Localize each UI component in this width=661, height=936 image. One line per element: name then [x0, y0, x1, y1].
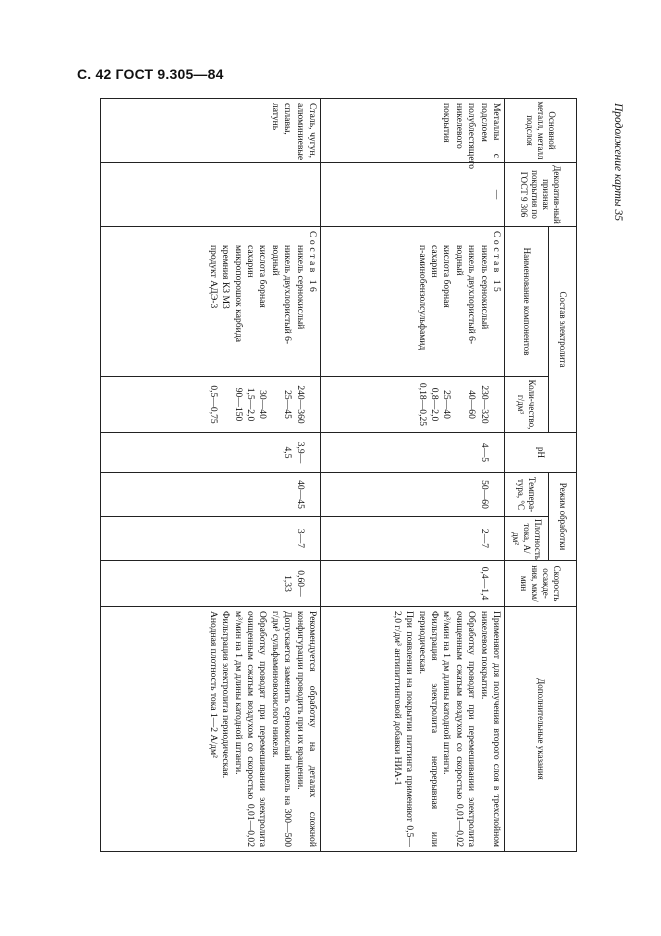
header-speed: Скорость осажде-ния, мкм/мин — [505, 561, 577, 607]
components-cell — [101, 227, 321, 377]
component-item: кислота борная — [441, 245, 453, 308]
decor-cell: — — [321, 163, 505, 227]
rotated-table-container — [100, 98, 577, 851]
base-metal-cell: Сталь, чугун, алюминиевые сплавы, латунь — [101, 99, 321, 163]
note-paragraph: Обработку проводят при перемешивании электролита очищенным сжатым воздухом со скоростью 0,01—0,02 м³/мин на 1 дм длины катодной штанги. — [441, 611, 478, 847]
density-cell — [321, 517, 505, 561]
table-row — [101, 99, 321, 852]
component-item: никель двухлористый 6-водный — [269, 245, 294, 345]
electrolyte-table — [100, 98, 577, 852]
density-value: 2—7 — [478, 528, 490, 549]
quantity-value: 30—40 — [257, 390, 269, 419]
ph-value: 4—5 — [478, 442, 490, 463]
header-mode: Режим обработки — [549, 473, 577, 561]
note-paragraph: Рекомендуется обработку на деталях сложной конфигурации проводить при их вращении. — [294, 611, 318, 847]
temp-cell — [321, 473, 505, 517]
header-notes: Дополнительные указания — [505, 607, 577, 852]
component-item: кислота борная — [257, 245, 269, 308]
note-paragraph: Применяют для получения второго слоя в трехслойном никелевом покрытии. — [478, 611, 502, 847]
header-ph: pH — [505, 433, 577, 473]
base-metal-cell: Металлы с подслоем полублестящего никелевого покрытия — [321, 99, 505, 163]
density-cell — [101, 517, 321, 561]
speed-cell — [101, 561, 321, 607]
quantities-cell — [321, 377, 505, 433]
temp-cell — [101, 473, 321, 517]
quantity-value: 240—360 — [294, 385, 306, 424]
speed-value: 0,60—1,33 — [282, 570, 306, 597]
ph-cell — [101, 433, 321, 473]
component-item: никель двухлористый 6-водный — [453, 245, 478, 345]
continuation-note: Продолжение карты 35 — [612, 103, 624, 221]
note-paragraph: Допускается заменить сернокислый никель на 300—500 г/дм³ сульфаминовокислого никеля. — [269, 611, 294, 847]
component-item: никель сернокислый — [294, 245, 306, 330]
quantity-value: 90—150 — [232, 387, 244, 422]
quantity-value: 1,5—2,0 — [244, 387, 256, 422]
speed-value: 0,4—1,4 — [478, 566, 490, 601]
header-decor: Декоратив-ный признак покрытия по ГОСТ 9 306 — [505, 163, 577, 227]
header-temp: Темпера-тура, °C — [505, 473, 549, 517]
quantity-value: 25—40 — [441, 390, 453, 419]
note-paragraph: Анодная плотность тока 1—2 А/дм² — [207, 611, 219, 758]
header-density: Плотность тока, А/дм² — [505, 517, 549, 561]
notes-cell — [101, 607, 321, 852]
composition-title: Состав 15 — [491, 231, 502, 295]
component-item: микропорошок карбида кремния КЗ М3 — [220, 245, 244, 342]
temp-value: 40—45 — [294, 480, 306, 509]
composition-title: Состав 16 — [307, 231, 318, 295]
decor-cell — [101, 163, 321, 227]
note-paragraph: Фильтрация электролита непрерывная или периодическая. — [416, 611, 440, 847]
components-cell — [321, 227, 505, 377]
note-paragraph: Фильтрация электролита периодическая. — [220, 611, 232, 779]
component-item: сахарин — [244, 245, 256, 278]
quantity-value: 0,18—0,25 — [416, 382, 428, 427]
temp-value: 50—60 — [478, 480, 490, 509]
page-header: С. 42 ГОСТ 9.305—84 — [77, 66, 224, 82]
component-item: сахарин — [428, 245, 440, 278]
header-base-metal: Основной металл, металл подслоя — [505, 99, 577, 163]
quantity-value: 0,5—0,75 — [207, 385, 219, 424]
notes-cell — [321, 607, 505, 852]
speed-cell — [321, 561, 505, 607]
quantities-cell — [101, 377, 321, 433]
header-electrolyte: Состав электролита — [549, 227, 577, 433]
density-value: 3—7 — [294, 528, 306, 549]
quantity-value: 0,8—2,0 — [428, 387, 440, 422]
ph-cell — [321, 433, 505, 473]
quantity-value: 40—60 — [466, 390, 478, 419]
component-item: никель сернокислый — [478, 245, 490, 330]
component-item: продукт АДЭ-3 — [207, 245, 219, 309]
table-row — [321, 99, 505, 852]
component-item: п-аминобензолсульфамид — [416, 245, 428, 351]
ph-value: 3,9—4,5 — [282, 441, 306, 464]
header-quantity: Коли-чество, г/дм³ — [505, 377, 549, 433]
quantity-value: 25—45 — [282, 390, 294, 419]
quantity-value: 230—320 — [478, 385, 490, 424]
note-paragraph: При появлении на покрытии питтинга применяют 0,5—2,0 г/дм³ антипиттинговой добавки НИА-1 — [391, 611, 416, 847]
header-components: Наименование компонентов — [505, 227, 549, 377]
note-paragraph: Обработку проводят при перемешивании электролита очищенным сжатым воздухом со скоростью 0,01—0,02 м³/мин на 1 дм длины катодной штанги. — [232, 611, 269, 847]
